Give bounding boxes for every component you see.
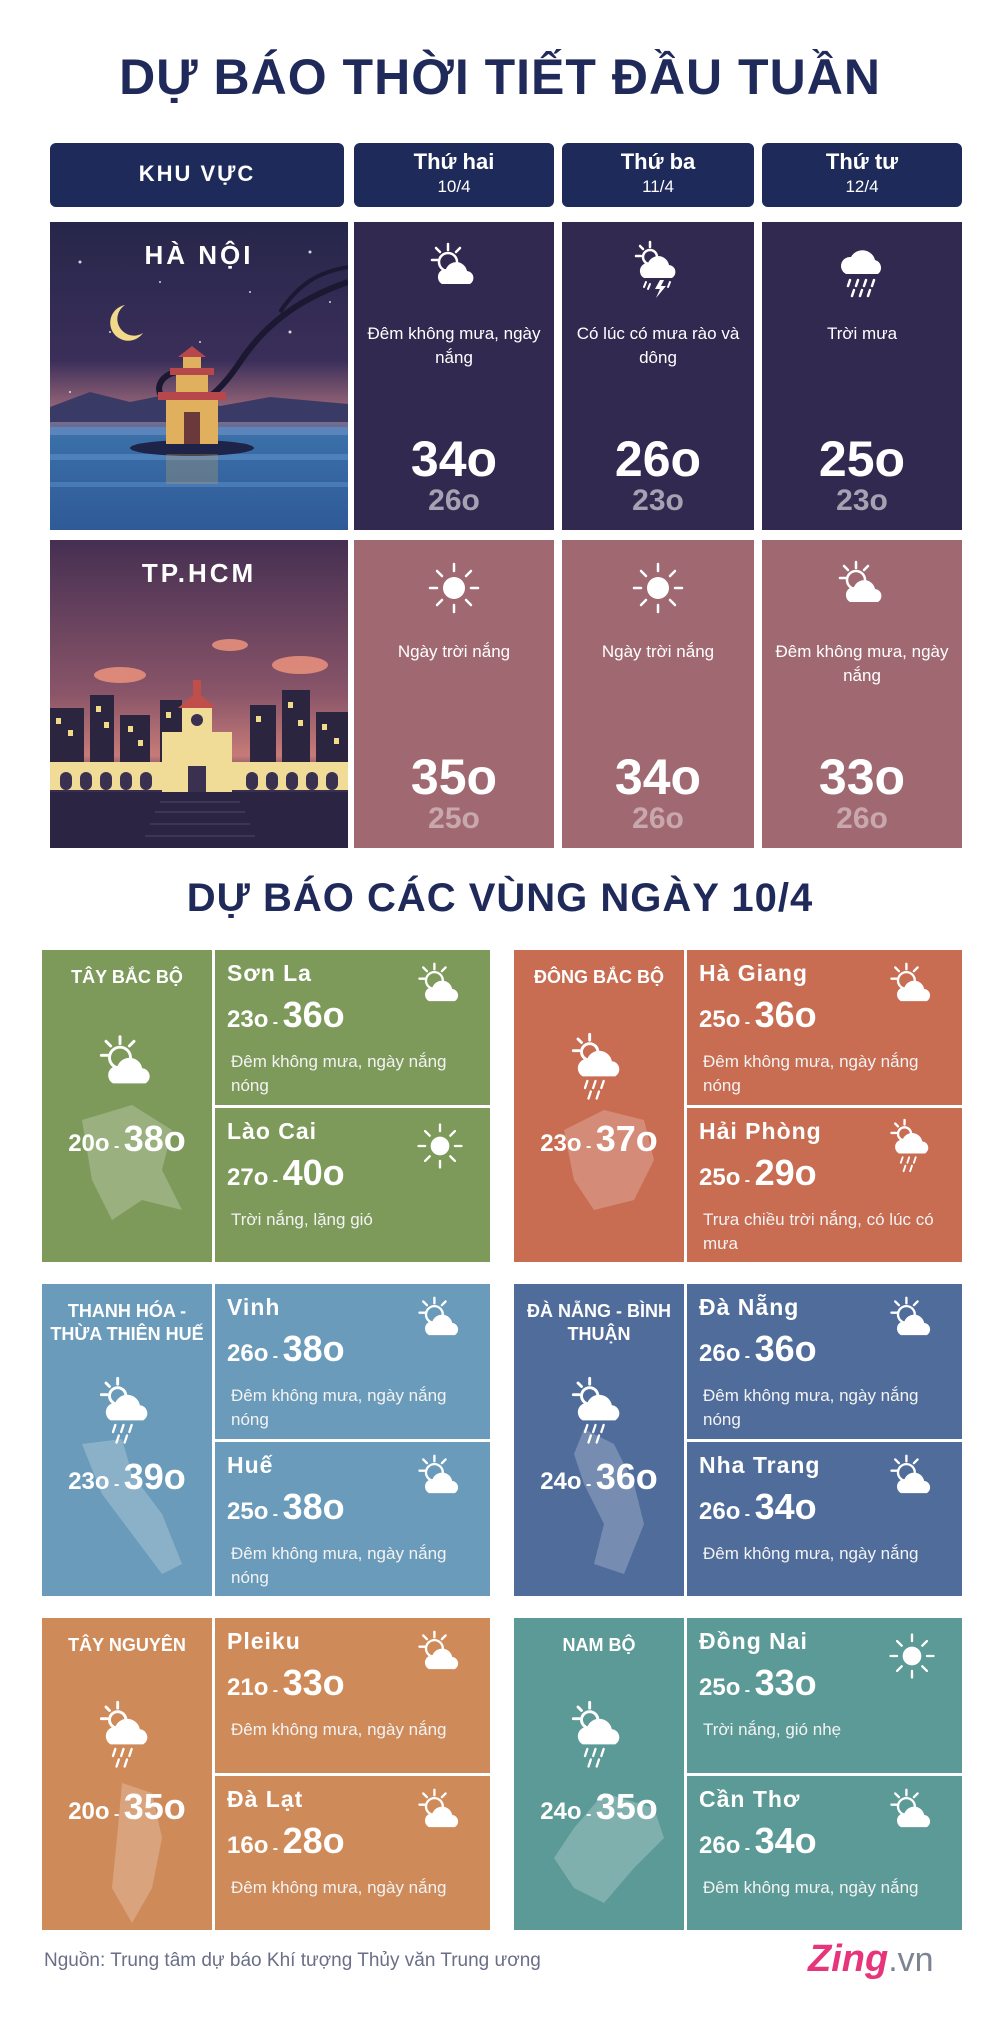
city-hue — [215, 1442, 490, 1596]
city-description: Đêm không mưa, ngày nắng nóng — [231, 1386, 447, 1429]
weather-description: Trời mưa — [826, 324, 898, 343]
city-da-nang — [687, 1284, 962, 1439]
weather-description: Ngày trời nắng — [601, 642, 715, 661]
region-temperature: 24o - 36o — [540, 1456, 658, 1497]
low-temperature: 27o — [227, 1164, 269, 1191]
city-name: Hải Phòng — [699, 1118, 822, 1144]
city-temperature: 26o - 36o — [699, 1328, 817, 1369]
city-temperature: 16o - 28o — [227, 1820, 345, 1861]
high-temperature: 38o — [282, 1486, 345, 1527]
city-lao-cai — [215, 1108, 490, 1262]
day-date: 10/4 — [437, 177, 471, 196]
high-temperature: 38o — [123, 1118, 186, 1159]
city-name: Huế — [227, 1452, 274, 1478]
high-temperature: 34o — [754, 1820, 817, 1861]
city-name: Cần Thơ — [699, 1786, 801, 1812]
low-temperature: 25o — [699, 1006, 741, 1033]
city-temperature: 27o - 40o — [227, 1152, 345, 1193]
city-temperature: 26o - 34o — [699, 1820, 817, 1861]
city-description: Đêm không mưa, ngày nắng nóng — [703, 1386, 919, 1429]
low-temperature: 20o — [68, 1130, 110, 1157]
low-temperature: 21o — [227, 1674, 269, 1701]
sun-cloud-icon — [882, 960, 942, 1016]
sun-icon — [628, 558, 688, 618]
low-temperature: 26o — [227, 1340, 269, 1367]
area-header: KHU VỰC — [50, 143, 344, 207]
city-temperature: 21o - 33o — [227, 1662, 345, 1703]
low-temperature: 25o — [227, 1498, 269, 1525]
city-description: Trời nắng, gió nhẹ — [703, 1720, 842, 1739]
zing-logo — [808, 1938, 934, 1981]
day-date: 11/4 — [642, 177, 674, 196]
day-header-3 — [762, 143, 962, 207]
high-temperature: 34o — [614, 749, 702, 805]
low-temperature: 23o — [836, 484, 888, 517]
logo-main: Zing — [808, 1938, 889, 1980]
hanoi-illustration — [50, 222, 348, 530]
region-name: THANH HÓA - THỪA THIÊN HUẾ — [50, 1301, 204, 1344]
low-temperature: 25o — [699, 1674, 741, 1701]
city-description: Đêm không mưa, ngày nắng nóng — [231, 1544, 447, 1587]
sun-rain-icon — [564, 1376, 634, 1446]
high-temperature: 28o — [282, 1820, 345, 1861]
region-temperature: 20o - 38o — [68, 1118, 186, 1159]
city-name: HÀ NỘI — [144, 240, 254, 270]
sun-icon — [410, 1118, 470, 1174]
weather-description: Đêm không mưa, ngày nắng — [367, 324, 541, 367]
region-temperature: 23o - 39o — [68, 1456, 186, 1497]
sun-icon — [882, 1628, 942, 1684]
city-can-tho — [687, 1776, 962, 1930]
region-nam-bo — [514, 1618, 962, 1930]
city-temperature: 26o - 38o — [227, 1328, 345, 1369]
region-temperature: 23o - 37o — [540, 1118, 658, 1159]
hanoi-day-2 — [562, 222, 754, 530]
city-son-la — [215, 950, 490, 1105]
day-name: Thứ hai — [413, 149, 495, 174]
high-temperature: 37o — [595, 1118, 658, 1159]
high-temperature: 33o — [282, 1662, 345, 1703]
low-temperature: 26o — [699, 1832, 741, 1859]
city-description: Trưa chiều trời nắng, có lúc có mưa — [703, 1210, 934, 1253]
region-tay-bac-bo — [42, 950, 490, 1262]
sun-cloud-icon — [882, 1452, 942, 1508]
sun-rain-icon — [92, 1376, 162, 1446]
city-vinh — [215, 1284, 490, 1439]
sun-cloud-icon — [410, 1452, 470, 1508]
low-temperature: 23o — [227, 1006, 269, 1033]
city-name: TP.HCM — [141, 558, 257, 588]
low-temperature: 26o — [699, 1340, 741, 1367]
weather-description: Ngày trời nắng — [397, 642, 511, 661]
low-temperature: 20o — [68, 1798, 110, 1825]
city-temperature: 26o - 34o — [699, 1486, 817, 1527]
region-name: TÂY NGUYÊN — [68, 1635, 186, 1655]
high-temperature: 36o — [754, 1328, 817, 1369]
city-name: Hà Giang — [699, 960, 808, 986]
high-temperature: 33o — [818, 749, 906, 805]
city-temperature: 23o - 36o — [227, 994, 345, 1035]
city-temperature: 25o - 36o — [699, 994, 817, 1035]
high-temperature: 35o — [123, 1786, 186, 1827]
city-dong-nai — [687, 1618, 962, 1773]
region-name: NAM BỘ — [562, 1635, 636, 1655]
city-name: Đà Nẵng — [699, 1294, 800, 1320]
sun-cloud-icon — [882, 1294, 942, 1350]
city-description: Đêm không mưa, ngày nắng — [231, 1878, 447, 1897]
high-temperature: 26o — [614, 431, 702, 487]
region-tay-nguyen — [42, 1618, 490, 1930]
logo-suffix: .vn — [888, 1941, 934, 1979]
city-hai-phong — [687, 1108, 962, 1262]
sun-rain-icon — [564, 1700, 634, 1770]
sun-rain-icon — [92, 1700, 162, 1770]
region-name: ĐÔNG BẮC BỘ — [534, 967, 664, 987]
region-dong-bac-bo — [514, 950, 962, 1262]
city-temperature: 25o - 38o — [227, 1486, 345, 1527]
low-temperature: 16o — [227, 1832, 269, 1859]
region-name: ĐÀ NẴNG - BÌNH THUẬN — [527, 1301, 671, 1344]
city-pleiku — [215, 1618, 490, 1773]
low-temperature: 23o — [540, 1130, 582, 1157]
high-temperature: 40o — [282, 1152, 345, 1193]
city-name: Nha Trang — [699, 1452, 821, 1478]
sun-cloud-icon — [410, 1786, 470, 1842]
hcm-day-2 — [562, 540, 754, 848]
page-title: DỰ BÁO THỜI TIẾT ĐẦU TUẦN — [119, 49, 881, 105]
sun-rain-icon — [564, 1032, 634, 1102]
high-temperature: 36o — [282, 994, 345, 1035]
hcm-day-3 — [762, 540, 962, 848]
hcm-illustration — [50, 540, 348, 848]
day-date: 12/4 — [845, 177, 879, 196]
city-name: Đà Lạt — [227, 1786, 304, 1812]
city-da-lat — [215, 1776, 490, 1930]
sun-cloud-icon — [882, 1786, 942, 1842]
sun-icon — [424, 558, 484, 618]
city-description: Đêm không mưa, ngày nắng nóng — [231, 1052, 447, 1095]
hanoi-day-1 — [354, 222, 554, 530]
sun-rain-icon — [882, 1118, 942, 1174]
high-temperature: 33o — [754, 1662, 817, 1703]
city-description: Đêm không mưa, ngày nắng — [703, 1544, 919, 1563]
regions-title: DỰ BÁO CÁC VÙNG NGÀY 10/4 — [186, 876, 814, 920]
day-header-1 — [354, 143, 554, 207]
city-ha-giang — [687, 950, 962, 1105]
low-temperature: 26o — [632, 802, 684, 835]
city-description: Đêm không mưa, ngày nắng nóng — [703, 1052, 919, 1095]
city-temperature: 25o - 29o — [699, 1152, 817, 1193]
day-header-2 — [562, 143, 754, 207]
weather-description: Có lúc có mưa rào và dông — [576, 324, 740, 367]
city-nha-trang — [687, 1442, 962, 1596]
city-description: Đêm không mưa, ngày nắng — [703, 1878, 919, 1897]
source-note: Nguồn: Trung tâm dự báo Khí tượng Thủy văn Trung ương — [44, 1950, 541, 1971]
city-name: Sơn La — [227, 960, 312, 986]
high-temperature: 38o — [282, 1328, 345, 1369]
city-description: Trời nắng, lặng gió — [231, 1210, 373, 1229]
low-temperature: 23o — [68, 1468, 110, 1495]
high-temperature: 36o — [754, 994, 817, 1035]
region-temperature: 20o - 35o — [68, 1786, 186, 1827]
low-temperature: 26o — [428, 484, 480, 517]
high-temperature: 29o — [754, 1152, 817, 1193]
high-temperature: 25o — [818, 431, 906, 487]
weather-description: Đêm không mưa, ngày nắng — [775, 642, 949, 685]
sun-cloud-icon — [424, 240, 484, 300]
sun-cloud-icon — [410, 960, 470, 1016]
low-temperature: 23o — [632, 484, 684, 517]
hanoi-day-3 — [762, 222, 962, 530]
region-name: TÂY BẮC BỘ — [71, 967, 183, 987]
city-description: Đêm không mưa, ngày nắng — [231, 1720, 447, 1739]
high-temperature: 34o — [410, 431, 498, 487]
high-temperature: 39o — [123, 1456, 186, 1497]
low-temperature: 24o — [540, 1468, 582, 1495]
day-name: Thứ ba — [620, 149, 696, 174]
sun-cloud-icon — [410, 1294, 470, 1350]
region-map-image — [554, 1424, 664, 1584]
sun-cloud-icon — [832, 558, 892, 618]
sun-cloud-icon — [92, 1032, 162, 1102]
low-temperature: 25o — [428, 802, 480, 835]
city-name: Pleiku — [227, 1628, 301, 1654]
region-thanh-hoa-hue — [42, 1284, 490, 1596]
high-temperature: 35o — [595, 1786, 658, 1827]
city-name: Lào Cai — [227, 1118, 318, 1144]
low-temperature: 25o — [699, 1164, 741, 1191]
high-temperature: 36o — [595, 1456, 658, 1497]
high-temperature: 34o — [754, 1486, 817, 1527]
sun-cloud-icon — [410, 1628, 470, 1684]
day-name: Thứ tư — [825, 149, 899, 174]
city-name: Đồng Nai — [699, 1628, 808, 1654]
region-temperature: 24o - 35o — [540, 1786, 658, 1827]
low-temperature: 26o — [699, 1498, 741, 1525]
city-temperature: 25o - 33o — [699, 1662, 817, 1703]
low-temperature: 24o — [540, 1798, 582, 1825]
region-da-nang-binh-thuan — [514, 1284, 962, 1596]
low-temperature: 26o — [836, 802, 888, 835]
high-temperature: 35o — [410, 749, 498, 805]
hcm-day-1 — [354, 540, 554, 848]
city-name: Vinh — [227, 1294, 281, 1320]
rain-cloud-icon — [832, 240, 892, 300]
thunderstorm-icon — [628, 240, 688, 300]
